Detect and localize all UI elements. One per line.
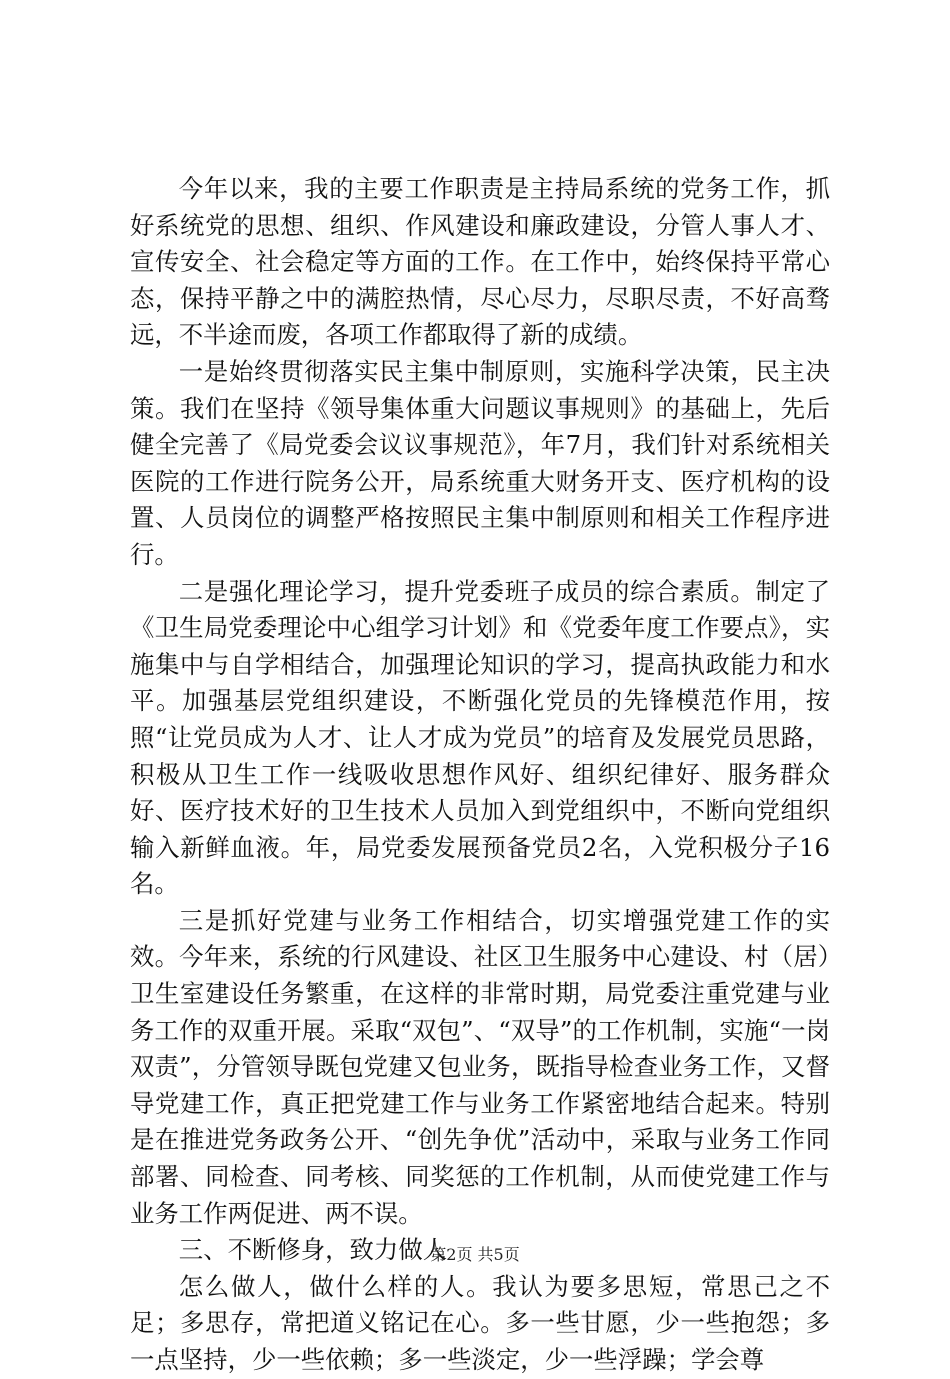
paragraph-point-three: 三是抓好党建与业务工作相结合，切实增强党建工作的实效。今年来，系统的行风建设、社区卫生服务中心建设、村（居）卫生室建设任务繁重，在这样的非常时期，局党委注重党建与业务工作的双重开展。采取“双包”、“双导”的工作机制，实施“一岗双责”，分管领导既包党建又包业务，既指导检查业务工作，又督导党建工作，真正把党建工作与业务工作紧密地结合起来。特别是在推进党务政务公开、“创先争优”活动中，采取与业务工作同部署、同检查、同考核、同奖惩的工作机制，从而使党建工作与业务工作两促进、两不误。 [130,905,830,1228]
document-body [130,171,830,1379]
paragraph-point-two: 二是强化理论学习，提升党委班子成员的综合素质。制定了《卫生局党委理论中心组学习计划》和《党委年度工作要点》，实施集中与自学相结合，加强理论知识的学习，提高执政能力和水平。加强基层党组织建设，不断强化党员的先锋模范作用，按照“让党员成为人才、让人才成为党员”的培育及发展党员思路，积极从卫生工作一线吸收思想作风好、组织纪律好、服务群众好、医疗技术好的卫生技术人员加入到党组织中，不断向党组织输入新鲜血液。年，局党委发展预备党员2名，入党积极分子16名。 [130,576,830,899]
page-number-footer: 第2页 共5页 [430,1245,520,1264]
paragraph-point-one: 一是始终贯彻落实民主集中制原则，实施科学决策，民主决策。我们在坚持《领导集体重大问题议事规则》的基础上，先后健全完善了《局党委会议议事规范》，年7月，我们针对系统相关医院的工作进行院务公开，局系统重大财务开支、医疗机构的设置、人员岗位的调整严格按照民主集中制原则和相关工作程序进行。 [130,356,830,569]
section-heading: 三、不断修身，致力做人 [178,1235,448,1265]
paragraph-self-cultivation: 怎么做人，做什么样的人。我认为要多思短，常思己之不足；多思存，常把道义铭记在心。多一些甘愿，少一些抱怨；多一点坚持，少一些依赖；多一些淡定，少一些浮躁；学会尊 [130,1271,830,1374]
paragraph-intro: 今年以来，我的主要工作职责是主持局系统的党务工作，抓好系统党的思想、组织、作风建设和廉政建设，分管人事人才、宣传安全、社会稳定等方面的工作。在工作中，始终保持平常心态，保持平静之中的满腔热情，尽心尽力，尽职尽责，不好高骛远，不半途而废，各项工作都取得了新的成绩。 [130,174,830,350]
